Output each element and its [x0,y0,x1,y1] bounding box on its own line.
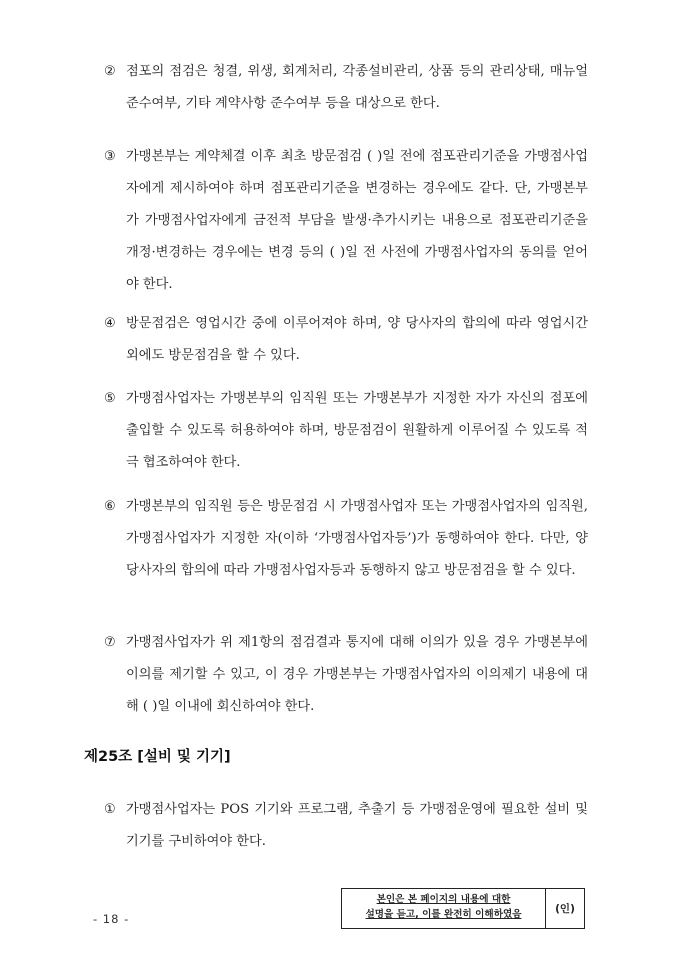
clause-6 [104,491,588,587]
confirmation-line-1: 본인은 본 페이지의 내용에 대한 [376,894,511,905]
clause-text: 가맹점사업자는 가맹본부의 임직원 또는 가맹본부가 지정한 자가 자신의 점포에 출입할 수 있도록 허용하여야 하며, 방문점검이 원활하게 이루어질 수 있도록 적극 협조하여야 한다. [126,391,588,470]
clause-text: 방문점검은 영업시간 중에 이루어져야 하며, 양 당사자의 합의에 따라 영업시간 외에도 방문점검을 할 수 있다. [126,316,588,363]
clause-number: ③ [104,149,116,164]
clause-text: 가맹점사업자가 위 제1항의 점검결과 통지에 대해 이의가 있을 경우 가맹본부에 이의를 제기할 수 있고, 이 경우 가맹본부는 가맹점사업자의 이의제기 내용에 대해 ( )일 이내에 회신하여야 한다. [126,635,588,714]
clause-text: 가맹본부는 계약체결 이후 최초 방문점검 ( )일 전에 점포관리기준을 가맹점사업자에게 제시하여야 하며 점포관리기준을 변경하는 경우에도 같다. 단, 가맹본부가 가맹점사업자에게 금전적 부담을 발생·추가시키는 내용으로 점포관리기준을 개정·변경하는 경우에는 변경 등의 ( )일 전 사전에 가맹점사업자의 동의를 얻어야 한다. [126,149,588,292]
clause-number: ④ [104,316,116,331]
clause-5 [104,383,588,479]
section-heading: 제25조 [설비 및 기기] [84,749,231,765]
clause-number: ⑦ [104,635,116,650]
seal-field: (인) [555,903,575,915]
confirmation-line-2: 설명을 듣고, 이를 완전히 이해하였음 [365,909,522,920]
clause-7 [104,627,588,723]
clause-2 [104,56,588,120]
confirmation-box [341,888,585,929]
page-number: - 18 - [93,912,130,926]
clause-number: ② [104,64,116,79]
clause-number: ⑤ [104,391,116,406]
clause-text: 가맹본부의 임직원 등은 방문점검 시 가맹점사업자 또는 가맹점사업자의 임직원, 가맹점사업자가 지정한 자(이하 ‘가맹점사업자등’)가 동행하여야 한다. 다만, 양 당사자의 합의에 따라 가맹점사업자등과 동행하지 않고 방문점검을 할 수 있다. [126,499,588,578]
clause-4 [104,308,588,372]
clause-number: ① [104,802,116,817]
confirmation-text [342,889,546,928]
clause-text: 가맹점사업자는 POS 기기와 프로그램, 추출기 등 가맹점운영에 필요한 설비 및 기기를 구비하여야 한다. [126,802,588,849]
clause-number: ⑥ [104,499,116,514]
clause-text: 점포의 점검은 청결, 위생, 회계처리, 각종설비관리, 상품 등의 관리상태, 매뉴얼 준수여부, 기타 계약사항 준수여부 등을 대상으로 한다. [126,64,588,111]
clause-3 [104,141,588,301]
section-clause-1 [104,794,588,858]
